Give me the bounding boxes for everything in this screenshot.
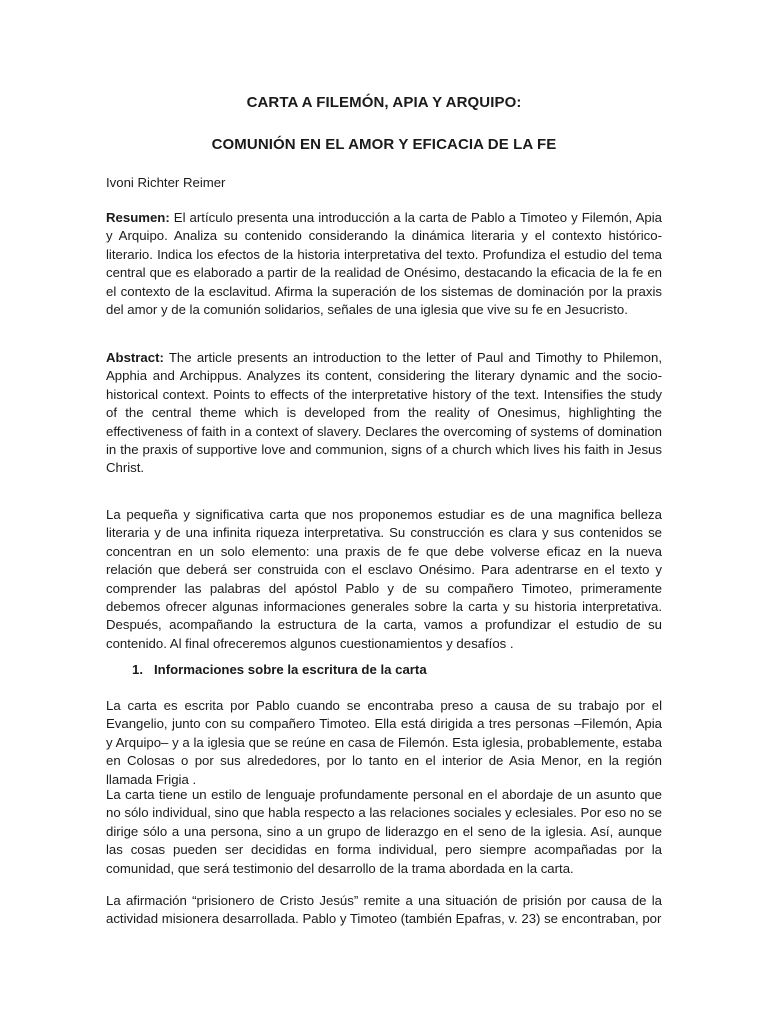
document-subtitle: COMUNIÓN EN EL AMOR Y EFICACIA DE LA FE	[211, 136, 557, 153]
abstract-label: Abstract:	[106, 350, 164, 365]
section-number: 1.	[132, 662, 143, 677]
resumen-paragraph	[106, 209, 662, 319]
abstract-paragraph	[106, 349, 662, 478]
author-name: Ivoni Richter Reimer	[106, 175, 226, 190]
body-paragraph: La afirmación “prisionero de Cristo Jesús” remite a una situación de prisión por causa de la actividad misionera desarrollada. Pablo y Timoteo (también Epafras, v. 23) se encontraban, por	[106, 893, 662, 927]
section-heading	[132, 661, 427, 679]
resumen-label: Resumen:	[106, 210, 170, 225]
body-paragraph: La carta tiene un estilo de lenguaje profundamente personal en el abordaje de un asunto que no sólo individual, sino que habla respecto a las relaciones sociales y eclesiales. Por eso no se dirige sólo a una persona, sino a un grupo de liderazgo en el seno de la iglesia. Así, aunque las cosas pueden ser decididas en forma individual, pero siempre acompañadas por la comunidad, que será testimonio del desarrollo de la trama abordada en la carta.	[106, 787, 662, 876]
document-title: CARTA A FILEMÓN, APIA Y ARQUIPO:	[246, 94, 522, 111]
intro-paragraph: La pequeña y significativa carta que nos proponemos estudiar es de una magnifica belleza literaria y de una infinita riqueza interpretativa. Su construcción es clara y sus contenidos se concentran en un solo elemento: una praxis de fe que debe volverse eficaz en la nueva relación que deberá ser construida con el esclavo Onésimo. Para adentrarse en el texto y comprender las palabras del apóstol Pablo y de su compañero Timoteo, primeramente debemos ofrecer algunas informaciones generales sobre la carta y su historia interpretativa. Después, acompañando la estructura de la carta, vamos a profundizar el estudio de su contenido. Al final ofreceremos algunos cuestionamientos y desafíos .	[106, 507, 662, 651]
abstract-text: The article presents an introduction to the letter of Paul and Timothy to Philemon, Apphia and Archippus. Analyzes its content, considering the literary dynamic and the socio-historical context. Points to effects of the interpretative history of the text. Intensifies the study of the central theme which is developed from the reality of Onesimus, highlighting the effectiveness of faith in a context of slavery. Declares the overcoming of systems of domination in the praxis of supportive love and communion, signs of a church which lives his faith in Jesus Christ.	[106, 350, 662, 476]
body-paragraph: La carta es escrita por Pablo cuando se encontraba preso a causa de su trabajo por el Evangelio, junto con su compañero Timoteo. Ella está dirigida a tres personas –Filemón, Apia y Arquipo– y a la iglesia que se reúne en casa de Filemón. Esta iglesia, probablemente, estaba en Colosas o por sus alrededores, por lo tanto en el interior de Asia Menor, en la región llamada Frigia .	[106, 698, 662, 787]
section-heading-text: Informaciones sobre la escritura de la carta	[154, 662, 427, 677]
resumen-text: El artículo presenta una introducción a la carta de Pablo a Timoteo y Filemón, Apia y Arquipo. Analiza su contenido considerando la dinámica literaria y el contexto histórico-literario. Indica los efectos de la historia interpretativa del texto. Profundiza el estudio del tema central que es elaborado a partir de la realidad de Onésimo, destacando la eficacia de la fe en el contexto de la esclavitud. Afirma la superación de los sistemas de dominación por la praxis del amor y de la comunión solidarios, señales de una iglesia que vive su fe en Jesucristo.	[106, 210, 662, 318]
